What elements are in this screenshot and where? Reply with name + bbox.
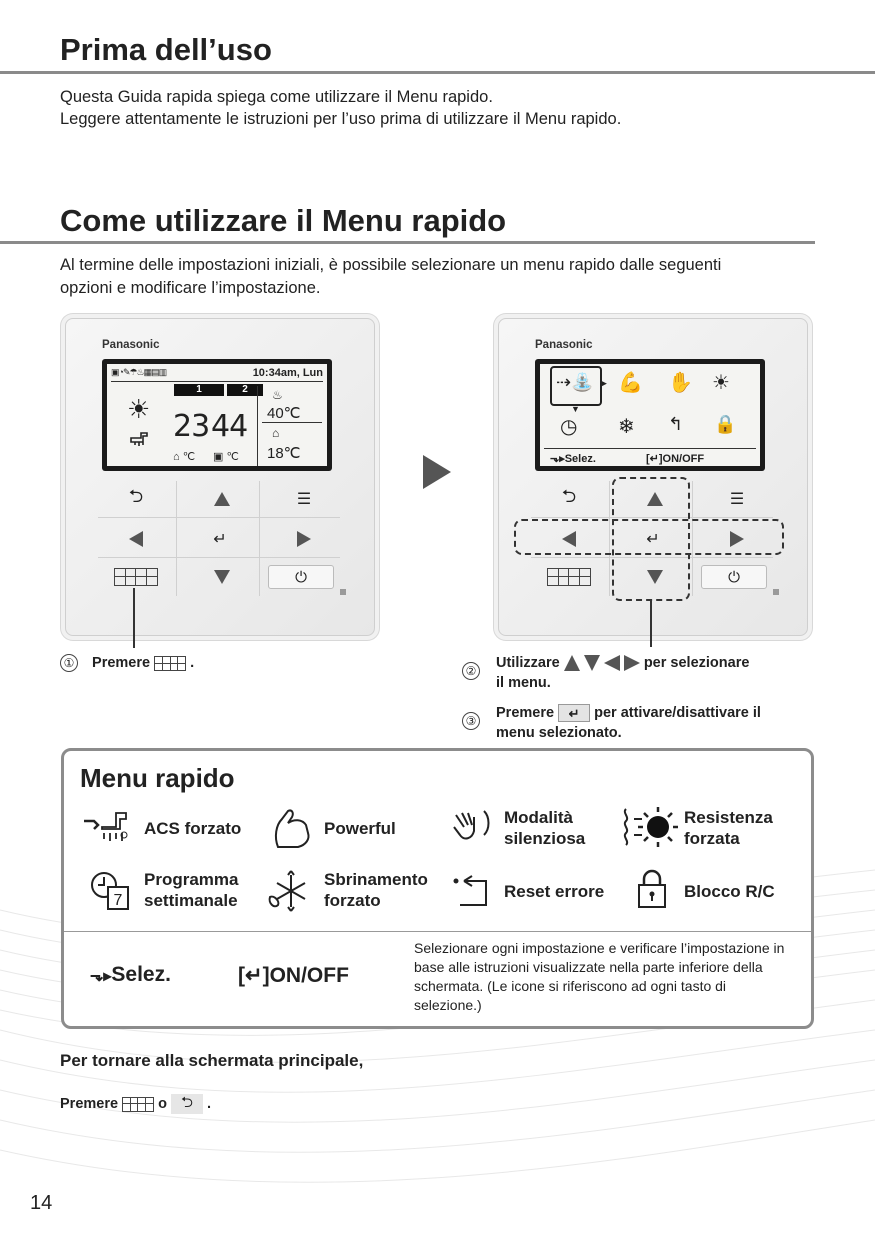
defrost-icon [268,869,314,918]
power-button[interactable]: ⏻ [701,565,767,589]
back-button[interactable]: ⮌ [128,486,144,506]
weekly-clock-icon [88,869,132,918]
enter-key-icon: ↵ [558,704,590,722]
enter-button[interactable]: ↵ [646,531,660,548]
return-text-a: Premere [60,1095,119,1112]
back-button[interactable]: ⮌ [561,486,577,506]
intro-line-2: Leggere attentamente le istruzioni per l’uso prima di utilizzare il Menu rapido. [60,110,622,128]
section-title-how-to-use: Come utilizzare il Menu rapido [60,203,507,238]
weekly-clock-icon: ◷ [560,416,578,438]
menu-item-label: Blocco R/C [684,882,775,901]
onoff-legend: [↵]ON/OFF [238,964,349,987]
zone-1-temp: 23 [173,409,210,444]
faucet-icon [127,426,155,459]
divider [64,931,811,932]
selez-label: Selez. [564,453,596,465]
selez-legend [90,963,171,987]
howto-line-1: Al termine delle impostazioni iniziali, è possibile selezionare un menu rapido dalle seguenti [60,256,722,274]
right-arrow-icon [624,655,640,671]
cursor-arrow-icon: ▶ [600,378,607,388]
lock-icon [636,869,668,914]
step-1 [60,654,194,673]
heater-icon [620,805,678,854]
menu-item-label: Modalità [504,808,573,827]
page-number: 14 [30,1192,53,1214]
menu-item-label: Resistenza [684,808,773,827]
return-text-dot: . [207,1095,212,1112]
unit-label: ℃ [182,451,196,463]
zone-1-tag: 1 [174,384,224,396]
quick-menu-title: Menu rapido [80,763,235,793]
menu-item-label: Powerful [324,819,396,838]
reset-icon [452,875,492,914]
quick-menu-button[interactable] [112,567,160,587]
menu-list-button[interactable]: ☰ [729,491,745,508]
menu-item-label: Programma [144,870,239,889]
right-button[interactable] [288,529,320,549]
arm-icon [272,807,316,854]
step-2-text-a: Utilizzare [496,655,560,671]
quick-menu-key-icon [154,656,186,671]
select-arrows-icon: ⬎▸ [90,968,112,985]
menu-item-label: settimanale [144,891,238,910]
step-3-text-b: per attivare/disattivare il [594,705,761,721]
zone-2-temp: 44 [211,409,248,444]
menu-item-label: silenziosa [504,829,586,848]
up-arrow-icon [564,655,580,671]
selez-hint: ⬎▸Selez. [550,453,596,465]
step-2-text-c: il menu. [496,675,551,691]
tank-temp: 40℃ [267,405,301,422]
clock-display: 10:34am, Lun [252,367,323,379]
unit-label: ℃ [226,451,239,463]
step-1-dot: . [190,655,195,671]
quick-menu-panel [61,748,814,1029]
brand-logo: Panasonic [102,339,160,351]
outdoor-icon: ⌂ [272,426,280,440]
step-number: ② [462,662,480,680]
cursor-down-icon: ▼ [571,404,580,414]
svg-text:7: 7 [113,892,123,909]
heater-icon: ☀ [712,372,730,394]
zone-2-tag: 2 [227,384,263,396]
return-instruction [60,1094,211,1114]
title-rule [0,241,815,244]
intro-line-1: Questa Guida rapida spiega come utilizzare il Menu rapido. [60,88,493,106]
return-heading: Per tornare alla schermata principale, [60,1051,364,1070]
pointer-line [133,588,135,648]
step-3-text-c: menu selezionato. [496,725,622,741]
lcd-screen [102,359,332,471]
quick-menu-button[interactable] [545,567,593,587]
howto-line-2: opzioni e modificare l’impostazione. [60,279,321,297]
selez-legend-label: Selez. [111,963,171,986]
menu-list-button[interactable]: ☰ [296,491,312,508]
menu-item-label: ACS forzato [144,819,242,838]
section-title-before-use: Prima dell’uso [60,32,272,67]
next-arrow-icon [423,455,451,489]
up-button[interactable] [206,489,238,509]
highlight-leftright [514,519,784,555]
defrost-icon: ❄ [618,416,635,438]
menu-item-label: Reset errore [504,882,605,901]
back-key-icon: ⮌ [171,1094,203,1114]
quiet-hand-icon: ✋ [668,372,693,394]
step-3-text-a: Premere [496,705,555,721]
zone-1-unit: ⌂ ℃ [173,451,196,463]
sun-icon: ☀ [127,394,151,424]
quick-menu-key-icon [122,1097,154,1112]
menu-item-label: Sbrinamento [324,870,428,889]
tank-icon: ♨ [272,388,283,402]
return-text-or: o [158,1095,167,1112]
brand-logo: Panasonic [535,339,593,351]
remote-controller-main-screen [65,318,375,636]
step-1-text: Premere [92,655,151,671]
arm-icon: 💪 [618,372,643,394]
status-icons: ▣◔✎☂♨▦▤▥ [111,367,167,377]
onoff-hint: [↵]ON/OFF [646,453,705,465]
faucet-icon [82,807,140,852]
reset-icon: ↰ [668,414,684,434]
power-button[interactable]: ⏻ [268,565,334,589]
zone-2-unit: ▣ ℃ [213,451,239,463]
menu-item-label: forzato [324,891,381,910]
step-number: ① [60,654,78,672]
pointer-line [650,601,652,647]
step-number: ③ [462,712,480,730]
lock-icon: 🔒 [714,414,737,434]
lcd-screen [535,359,765,471]
menu-item-label: forzata [684,829,740,848]
title-rule [0,71,875,74]
step-2-text-b: per selezionare [643,655,750,671]
selection-note: Selezionare ogni impostazione e verificare l’impostazione in base alle istruzioni visualizzate nella parte inferiore della schermata. (Le icone si riferiscono ad ogni tasto di selezione.) [414,940,785,1013]
down-arrow-icon [584,655,600,671]
enter-button[interactable]: ↵ [213,531,227,548]
faucet-icon: ⇢⛲ [556,372,594,392]
left-arrow-icon [604,655,620,671]
quiet-hand-icon [450,807,494,852]
outdoor-temp: 18℃ [267,445,301,462]
left-button[interactable] [120,529,152,549]
down-button[interactable] [206,567,238,587]
